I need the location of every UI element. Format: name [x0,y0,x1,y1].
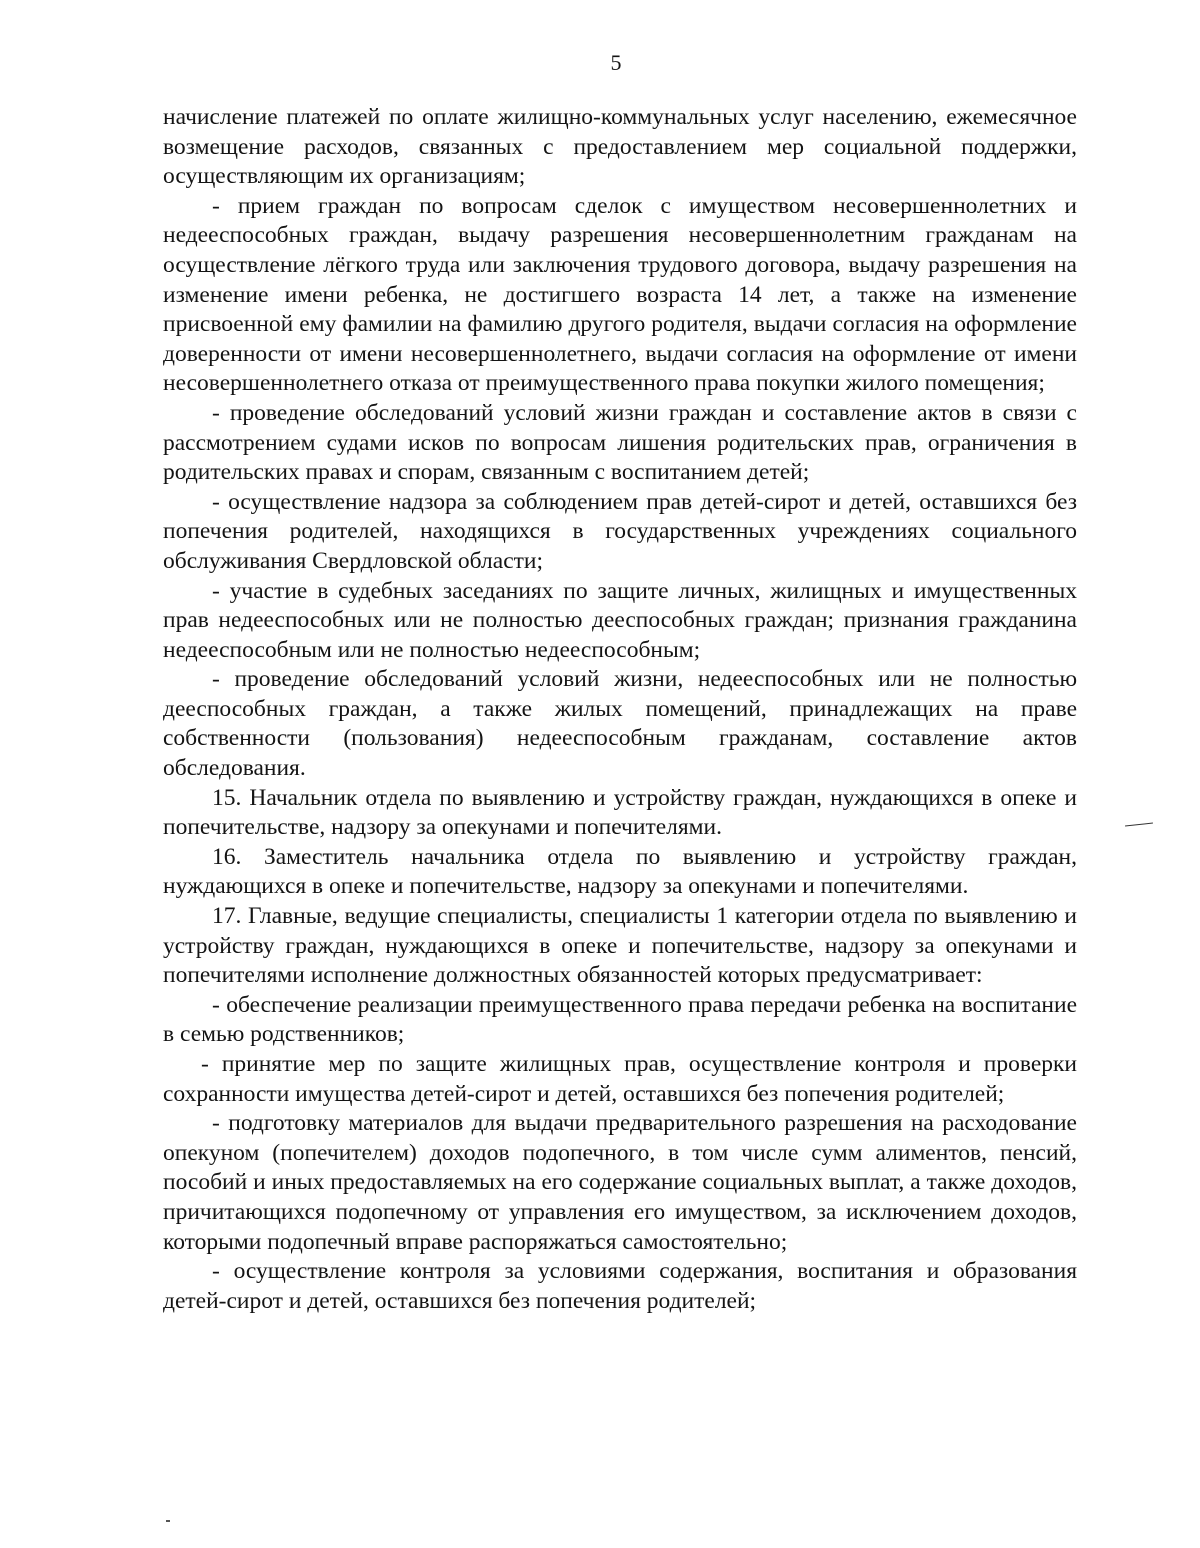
paragraph-1: начисление платежей по оплате жилищно-коммунальных услуг населению, ежемесячное возмещение расходов, связанных с предоставлением мер социальной поддержки, осуществляющим их организациям; [163,104,1077,190]
paragraph-item-16: 16. Заместитель начальника отдела по выявлению и устройству граждан, нуждающихся в опеке и попечительстве, надзору за опекунами и попечителями. [163,843,1077,900]
scan-artifact [166,1520,170,1522]
paragraph-10: - обеспечение реализации преимущественного права передачи ребенка на воспитание в семью родственников; [163,991,1077,1048]
paragraph-5: - участие в судебных заседаниях по защите личных, жилищных и имущественных прав недееспособных или не полностью дееспособных граждан; признания гражданина недееспособным или не полностью недееспособным; [163,577,1077,663]
paragraph-13: - осуществление контроля за условиями содержания, воспитания и образования детей-сирот и детей, оставшихся без попечения родителей; [163,1258,1077,1314]
paragraph-3: - проведение обследований условий жизни граждан и составление актов в связи с рассмотрением судами исков по вопросам лишения родительских прав, ограничения в родительских правах и спорам, связанным с воспитанием детей; [163,399,1077,486]
paragraph-12: - подготовку материалов для выдачи предварительного разрешения на расходование опекуном (попечителем) доходов подопечного, в том числе сумм алиментов, пенсий, пособий и иных предоставляемых на его содержание социальных выплат, а также доходов, причитающихся подопечному от управления его имуществом, за исключением доходов, которыми подопечный вправе распоряжаться самостоятельно; [163,1110,1077,1255]
paragraph-4: - осуществление надзора за соблюдением прав детей-сирот и детей, оставшихся без попечения родителей, находящихся в государственных учреждениях социального обслуживания Свердловской области; [163,488,1077,574]
paragraph-item-15: 15. Начальник отдела по выявлению и устройству граждан, нуждающихся в опеке и попечительстве, надзору за опекунами и попечителями. [163,784,1077,841]
paragraph-item-17: 17. Главные, ведущие специалисты, специалисты 1 категории отдела по выявлению и устройству граждан, нуждающихся в опеке и попечительстве, надзору за опекунами и попечителями исполнение должностных обязанностей которых предусматривает: [163,903,1077,989]
paragraph-6: - проведение обследований условий жизни, недееспособных или не полностью дееспособных граждан, а также жилых помещений, принадлежащих на праве собственности (пользования) недееспособным гражданам, составление актов обследования. [163,666,1077,782]
paragraph-2: - прием граждан по вопросам сделок с имуществом несовершеннолетних и недееспособных граждан, выдачу разрешения несовершеннолетним гражданам на осуществление лёгкого труда или заключения трудового договора, выдачу разрешения на изменение имени ребенка, не достигшего возраста 14 лет, а также на изменение присвоенной ему фамилии на фамилию другого родителя, выдачи согласия на оформление доверенности от имени несовершеннолетнего, выдачи согласия на оформление от имени несовершеннолетнего отказа от преимущественного права покупки жилого помещения; [163,192,1077,397]
document-body [163,103,1077,1316]
page-number: 5 [610,50,622,75]
margin-pen-mark [1125,823,1153,827]
paragraph-11: - принятие мер по защите жилищных прав, осуществление контроля и проверки сохранности имущества детей-сирот и детей, оставшихся без попечения родителей; [163,1051,1077,1107]
